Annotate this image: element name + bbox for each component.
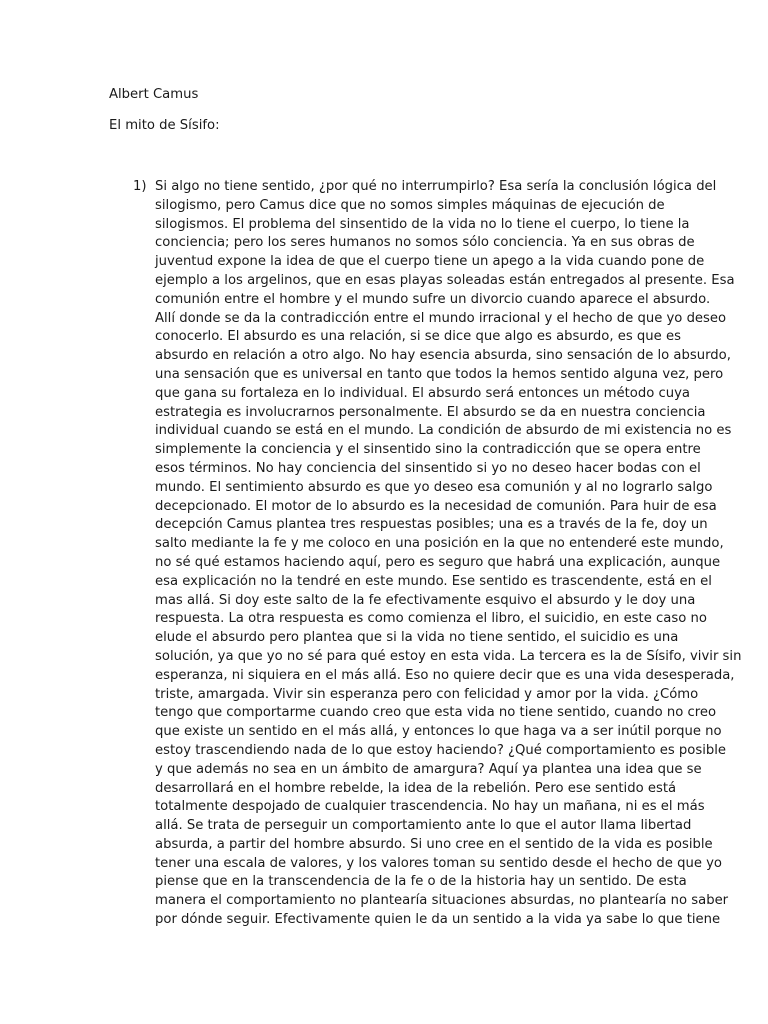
paragraph-line: triste, amargada. Vivir sin esperanza pero con felicidad y amor por la vida. ¿Cómo [155, 686, 699, 702]
paragraph-line: absurda, a partir del hombre absurdo. Si uno cree en el sentido de la vida es posible [155, 836, 713, 852]
paragraph-line: comunión entre el hombre y el mundo sufre un divorcio cuando aparece el absurdo. [155, 291, 711, 307]
paragraph-line: totalmente despojado de cualquier trascendencia. No hay un mañana, ni es el más [155, 799, 705, 815]
paragraph-line: Allí donde se da la contradicción entre el mundo irracional y el hecho de que yo deseo [155, 310, 727, 326]
paragraph-line: allá. Se trata de perseguir un comportamiento ante lo que el autor llama libertad [155, 818, 692, 834]
paragraph-line: y que además no sea en un ámbito de amargura? Aquí ya plantea una idea que se [155, 761, 702, 777]
paragraph-line: mas allá. Si doy este salto de la fe efectivamente esquivo el absurdo y le doy una [155, 592, 696, 608]
paragraph-line: mundo. El sentimiento absurdo es que yo deseo esa comunión y al no lograrlo salgo [155, 479, 713, 495]
paragraph-line: respuesta. La otra respuesta es como comienza el libro, el suicidio, en este caso no [155, 611, 707, 627]
paragraph-line: por dónde seguir. Efectivamente quien le da un sentido a la vida ya sabe lo que tiene [155, 912, 721, 928]
paragraph-line: que gana su fortaleza en lo individual. El absurdo será entonces un método cuya [155, 385, 690, 401]
paragraph-line: absurdo en relación a otro algo. No hay esencia absurda, sino sensación de lo absurdo, [155, 348, 731, 364]
paragraph-line: esos términos. No hay conciencia del sinsentido si yo no deseo hacer bodas con el [155, 460, 701, 476]
paragraph-line: manera el comportamiento no plantearía situaciones absurdas, no plantearía no saber [155, 893, 729, 909]
paragraph-line: individual cuando se está en el mundo. La condición de absurdo de mi existencia no es [155, 423, 732, 439]
paragraph-line: elude el absurdo pero plantea que si la vida no tiene sentido, el suicidio es una [155, 630, 679, 646]
paragraph-line: esperanza, ni siquiera en el más allá. Eso no quiere decir que es una vida desesperada, [155, 667, 735, 683]
work-title: El mito de Sísifo: [109, 118, 220, 133]
paragraph-line: solución, ya que yo no sé para qué estoy en esta vida. La tercera es la de Sísifo, vivir sin [155, 648, 742, 664]
paragraph-line: decepción Camus plantea tres respuestas posibles; una es a través de la fe, doy un [155, 517, 708, 533]
paragraph-line: estoy trascendiendo nada de lo que estoy haciendo? ¿Qué comportamiento es posible [155, 742, 727, 758]
paragraph-line: silogismo, pero Camus dice que no somos simples máquinas de ejecución de [155, 197, 665, 213]
paragraph-line: decepcionado. El motor de lo absurdo es la necesidad de comunión. Para huir de esa [155, 498, 717, 514]
paragraph-line: tengo que comportarme cuando creo que esta vida no tiene sentido, cuando no creo [155, 705, 717, 721]
paragraph-line: estrategia es involucrarnos personalmente. El absurdo se da en nuestra conciencia [155, 404, 706, 420]
paragraph-line: una sensación que es universal en tanto que todos la hemos sentido alguna vez, pero [155, 366, 724, 382]
paragraph-line: silogismos. El problema del sinsentido de la vida no lo tiene el cuerpo, lo tiene la [155, 216, 690, 232]
paragraph-line: juventud expone la idea de que el cuerpo tiene un apego a la vida cuando pone de [155, 254, 705, 270]
body-paragraph [155, 178, 742, 930]
paragraph-line: que existe un sentido en el más allá, y entonces lo que haga va a ser inútil porque no [155, 724, 722, 740]
paragraph-line: simplemente la conciencia y el sinsentido sino la contradicción que se opera entre [155, 442, 701, 458]
paragraph-line: ejemplo a los argelinos, que en esas playas soleadas están entregados al presente. Esa [155, 272, 735, 288]
paragraph-line: conocerlo. El absurdo es una relación, si se dice que algo es absurdo, es que es [155, 329, 681, 345]
paragraph-line: no sé qué estamos haciendo aquí, pero es seguro que habrá una explicación, aunque [155, 554, 721, 570]
author-name: Albert Camus [109, 87, 199, 102]
paragraph-line: piense que en la transcendencia de la fe o de la historia hay un sentido. De esta [155, 874, 687, 890]
paragraph-line: salto mediante la fe y me coloco en una posición en la que no entenderé este mundo, [155, 536, 724, 552]
paragraph-line: esa explicación no la tendré en este mundo. Ese sentido es trascendente, está en el [155, 573, 712, 589]
paragraph-line: tener una escala de valores, y los valores toman su sentido desde el hecho de que yo [155, 855, 722, 871]
paragraph-line: desarrollará en el hombre rebelde, la idea de la rebelión. Pero ese sentido está [155, 780, 677, 796]
list-number: 1) [133, 179, 147, 194]
paragraph-line: conciencia; pero los seres humanos no somos sólo conciencia. Ya en sus obras de [155, 235, 695, 251]
paragraph-line: Si algo no tiene sentido, ¿por qué no interrumpirlo? Esa sería la conclusión lógica del [155, 179, 717, 194]
